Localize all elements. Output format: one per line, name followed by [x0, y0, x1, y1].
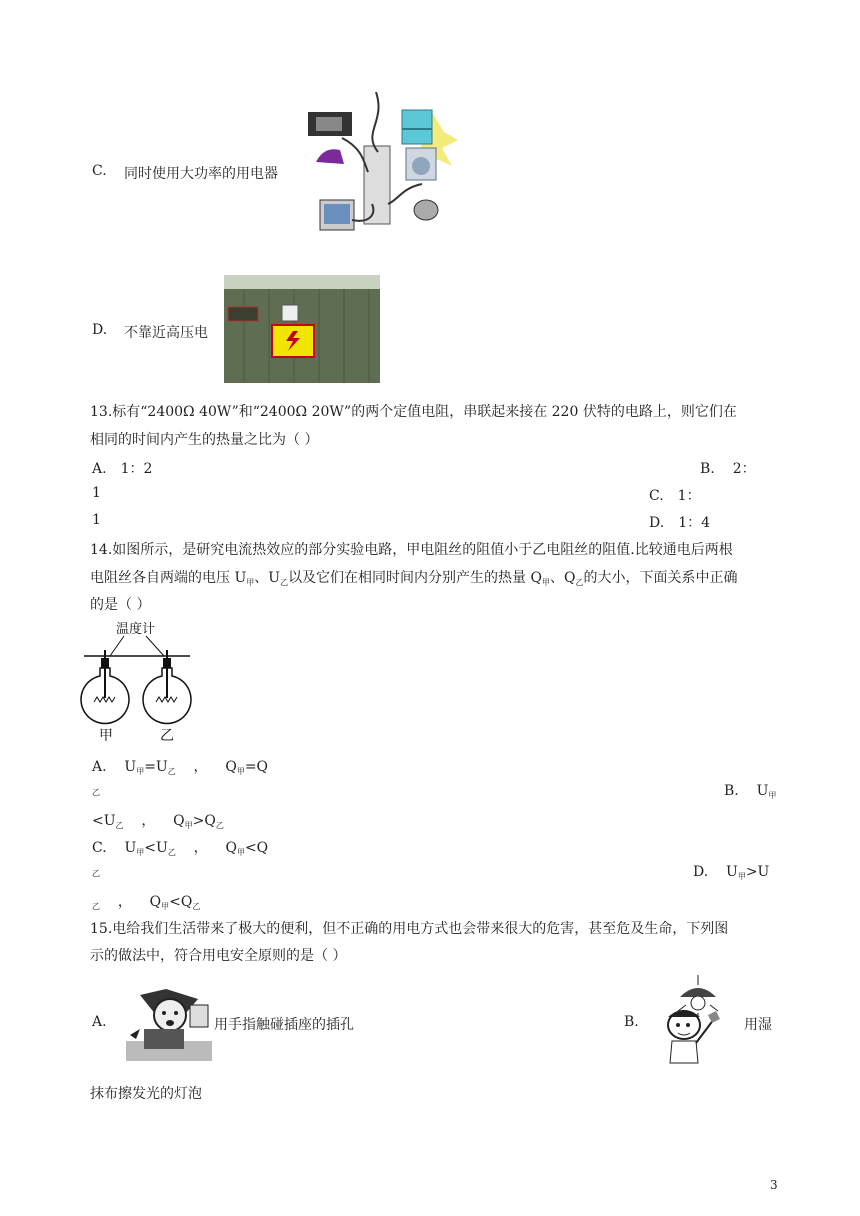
- finger-in-socket-illustration: [126, 985, 212, 1061]
- q13-option-d-label: D.: [649, 515, 665, 531]
- q13-option-b-text: 2：: [732, 461, 756, 477]
- q14-option-a-subscript: 乙: [92, 788, 100, 797]
- q14-option-c: C. $U_甲<U_乙$ ， $Q_甲<Q$: [92, 840, 269, 857]
- q15-stem-line1: 15.电给我们生活带来了极大的便利，但不正确的用电方式也会带来很大的危害，甚至危及生命，下列图: [90, 921, 729, 937]
- q14-option-b-body: $<U_乙$ ， $Q_甲>Q_乙$: [92, 813, 224, 830]
- q14-stem-line3: 的是（ ）: [90, 597, 151, 613]
- q15-option-b-label: B.: [624, 1014, 639, 1030]
- q12-option-d-label: D.: [92, 322, 108, 338]
- q13-option-d: [649, 512, 710, 532]
- figure-yi-label: 乙: [160, 728, 174, 744]
- q15-stem-line2: 示的做法中，符合用电安全原则的是（ ）: [90, 948, 347, 964]
- appliances-overload-illustration: [302, 92, 458, 240]
- q14-stem-line2: 电阻丝各自两端的电压 $U_甲$、$U_乙$以及它们在相同时间内分别产生的热量 $Q_甲$、$Q_乙$的大小，下面关系中正确: [90, 570, 738, 587]
- q13-option-b-text-continued: 1: [92, 485, 101, 501]
- q13-option-c-text-continued: 1: [92, 512, 101, 528]
- q14-option-a: A. $U_甲=U_乙$ ， $Q_甲=Q$: [92, 759, 269, 776]
- q12-option-d-text: 不靠近高压电: [124, 325, 208, 341]
- q13-option-b-label: B.: [700, 461, 715, 477]
- wet-cloth-on-bulb-illustration: [656, 975, 740, 1067]
- q12-option-c-label: C.: [92, 163, 107, 179]
- q13-option-c-text: 1：: [677, 488, 701, 504]
- q12-option-c-text: 同时使用大功率的用电器: [124, 166, 278, 182]
- q13-option-c-label: C.: [649, 488, 664, 504]
- page-number: 3: [770, 1178, 778, 1192]
- q14-option-d-body: $_乙$ ， $Q_甲<Q_乙$: [92, 894, 201, 911]
- q15-option-a-text: 用手指触碰插座的插孔: [214, 1017, 354, 1033]
- q13-stem-line1: 13.标有“2400Ω 40W”和“2400Ω 20W”的两个定值电阻，串联起来接在 220 伏特的电路上，则它们在: [90, 404, 737, 420]
- figure-jia-label: 甲: [99, 728, 113, 744]
- q15-option-b-text-continued: 抹布擦发光的灯泡: [90, 1086, 202, 1102]
- thermometer-flask-diagram: [80, 618, 194, 744]
- q13-option-b: [700, 458, 756, 478]
- high-voltage-box-photo: [224, 275, 380, 383]
- q14-stem-line1: 14.如图所示，是研究电流热效应的部分实验电路，甲电阻丝的阻值小于乙电阻丝的阻值.比较通电后两根: [90, 542, 733, 558]
- q14-option-d-head: D. $U_甲>U$: [693, 864, 770, 881]
- q13-option-a-label: A.: [92, 461, 107, 477]
- q15-option-a-label: A.: [92, 1014, 107, 1030]
- q13-option-c: [649, 485, 701, 505]
- figure-thermometer-label: 温度计: [116, 622, 156, 637]
- q13-option-d-text: 1：4: [678, 515, 711, 531]
- q15-option-b-text: 用湿: [744, 1017, 772, 1033]
- q13-option-a-text: 1：2: [120, 461, 153, 477]
- q14-option-c-subscript: 乙: [92, 869, 100, 878]
- q13-option-a: [92, 458, 152, 478]
- q14-option-b-head: B. $U_甲$: [724, 783, 777, 800]
- q13-stem-line2: 相同的时间内产生的热量之比为（ ）: [90, 432, 319, 448]
